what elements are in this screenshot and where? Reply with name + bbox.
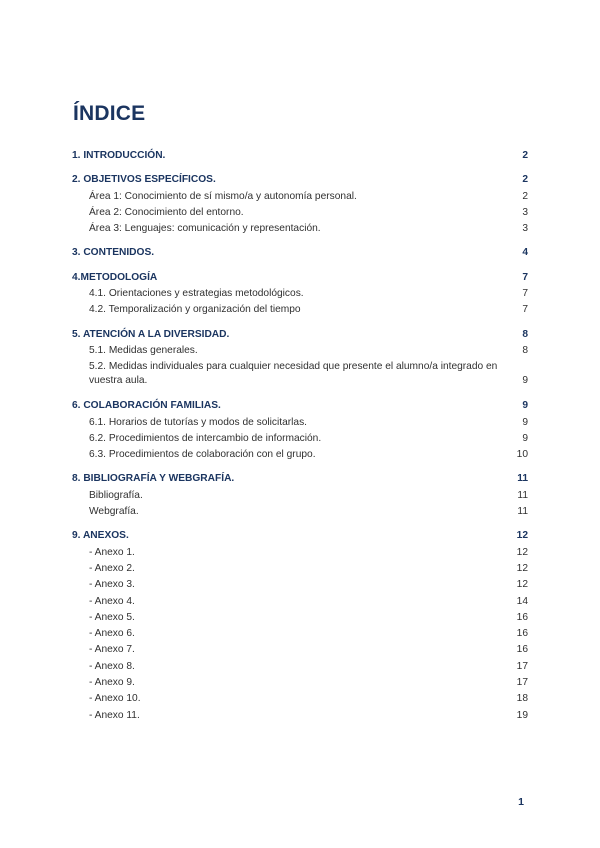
toc-section — [72, 528, 528, 724]
page-number: 1 — [518, 796, 524, 808]
toc-entry[interactable] — [72, 708, 528, 724]
toc-section — [72, 398, 528, 463]
toc-heading-page: 11 — [517, 473, 528, 485]
toc-entry-page: 17 — [516, 660, 528, 672]
toc-heading-label: 8. BIBLIOGRAFÍA Y WEBGRAFÍA. — [72, 473, 235, 485]
toc-entry-page: 16 — [516, 611, 528, 623]
toc-heading[interactable] — [72, 245, 528, 261]
toc-entry-label: - Anexo 3. — [89, 579, 135, 591]
toc-entry-label: 5.1. Medidas generales. — [89, 344, 198, 356]
toc-entry-label: - Anexo 11. — [89, 709, 140, 721]
toc-heading-page: 8 — [522, 328, 528, 340]
toc-entry[interactable] — [72, 343, 528, 359]
toc-section — [72, 270, 528, 319]
toc-entry-page: 18 — [516, 693, 528, 705]
toc-entry[interactable] — [72, 642, 528, 658]
toc-entry-label: Área 2: Conocimiento del entorno. — [89, 206, 244, 218]
toc-section — [72, 172, 528, 237]
toc-entry-page: 9 — [522, 432, 528, 444]
toc-heading[interactable] — [72, 471, 528, 487]
toc-entry-page: 12 — [516, 562, 528, 574]
toc-entry[interactable] — [72, 659, 528, 675]
toc-entry[interactable] — [72, 302, 528, 318]
toc-heading[interactable] — [72, 148, 528, 164]
toc-entry-label: 6.2. Procedimientos de intercambio de información. — [89, 432, 322, 444]
toc-entry-page: 9 — [522, 416, 528, 428]
toc-entry-label: - Anexo 4. — [89, 595, 135, 607]
toc-heading[interactable] — [72, 327, 528, 343]
toc-entry-page: 7 — [522, 288, 528, 300]
toc-heading-label: 4.METODOLOGÍA — [72, 271, 158, 283]
toc-entry-label: - Anexo 2. — [89, 562, 135, 574]
toc-heading-label: 3. CONTENIDOS. — [72, 247, 155, 259]
toc-entry-page: 14 — [516, 595, 528, 607]
toc-entry[interactable] — [72, 610, 528, 626]
toc-entry[interactable] — [72, 286, 528, 302]
toc-entry-page: 11 — [517, 489, 528, 501]
toc-entry-page: 3 — [522, 223, 528, 235]
toc-heading-page: 12 — [516, 530, 528, 542]
toc-section — [72, 327, 528, 391]
toc-entry[interactable] — [72, 205, 528, 221]
toc-heading-label: 2. OBJETIVOS ESPECÍFICOS. — [72, 174, 216, 186]
toc-entry-label: - Anexo 5. — [89, 611, 135, 623]
toc-entry-label: Bibliografía. — [89, 489, 143, 501]
toc-heading[interactable] — [72, 528, 528, 544]
toc-entry-page: 10 — [516, 449, 528, 461]
toc-entry-page: 16 — [516, 644, 528, 656]
toc-entry-page: 16 — [516, 628, 528, 640]
toc-heading[interactable] — [72, 270, 528, 286]
toc-entry[interactable] — [72, 189, 528, 205]
toc-entry-label: 4.2. Temporalización y organización del tiempo — [89, 304, 301, 316]
toc-entry[interactable] — [72, 431, 528, 447]
toc-entry[interactable] — [72, 577, 528, 593]
toc-heading-page: 4 — [522, 247, 528, 259]
toc-entry-label: Área 1: Conocimiento de sí mismo/a y autonomía personal. — [89, 190, 357, 202]
toc-section — [72, 148, 528, 164]
toc-entry-label: 6.3. Procedimientos de colaboración con el grupo. — [89, 449, 316, 461]
toc-entry-label: - Anexo 10. — [89, 693, 141, 705]
toc-heading-page: 2 — [522, 174, 528, 186]
toc-section — [72, 471, 528, 520]
toc-entry-page: 12 — [516, 579, 528, 591]
toc-entry-page: 9 — [522, 375, 528, 387]
toc-section — [72, 245, 528, 261]
toc-heading-page: 7 — [522, 271, 528, 283]
table-of-contents — [72, 148, 528, 732]
toc-entry-page: 19 — [516, 709, 528, 721]
toc-entry-label: - Anexo 8. — [89, 660, 135, 672]
toc-entry[interactable] — [72, 545, 528, 561]
toc-entry-label: - Anexo 1. — [89, 546, 135, 558]
toc-entry[interactable] — [72, 675, 528, 691]
toc-heading-label: 9. ANEXOS. — [72, 530, 129, 542]
toc-entry-label: Área 3: Lenguajes: comunicación y representación. — [89, 223, 321, 235]
toc-entry[interactable] — [72, 415, 528, 431]
toc-heading-page: 2 — [522, 150, 528, 161]
toc-entry[interactable] — [72, 221, 528, 237]
toc-entry-page: 11 — [517, 506, 528, 518]
toc-heading-label: 1. INTRODUCCIÓN. — [72, 150, 166, 161]
toc-entry-page: 2 — [522, 190, 528, 202]
page-title: ÍNDICE — [73, 102, 146, 126]
toc-heading-label: 5. ATENCIÓN A LA DIVERSIDAD. — [72, 328, 230, 340]
toc-heading[interactable] — [72, 172, 528, 188]
toc-entry[interactable] — [72, 359, 528, 390]
toc-entry-label: - Anexo 7. — [89, 644, 135, 656]
toc-entry-page: 7 — [522, 304, 528, 316]
toc-entry[interactable] — [72, 561, 528, 577]
toc-entry-label: - Anexo 6. — [89, 628, 135, 640]
toc-entry-label: 5.2. Medidas individuales para cualquier necesidad que presente el alumno/a integrado en vuestra aula. — [89, 361, 498, 387]
toc-heading[interactable] — [72, 398, 528, 414]
toc-entry[interactable] — [72, 488, 528, 504]
toc-entry-page: 17 — [516, 677, 528, 689]
toc-entry-page: 3 — [522, 206, 528, 218]
toc-heading-page: 9 — [522, 400, 528, 412]
toc-entry-label: - Anexo 9. — [89, 677, 135, 689]
toc-entry-label: 6.1. Horarios de tutorías y modos de solicitarlas. — [89, 416, 307, 428]
toc-entry[interactable] — [72, 594, 528, 610]
toc-heading-label: 6. COLABORACIÓN FAMILIAS. — [72, 400, 221, 412]
toc-entry-page: 12 — [516, 546, 528, 558]
toc-entry[interactable] — [72, 504, 528, 520]
toc-entry[interactable] — [72, 626, 528, 642]
toc-entry-label: Webgrafía. — [89, 506, 139, 518]
toc-entry-label: 4.1. Orientaciones y estrategias metodológicos. — [89, 288, 304, 300]
toc-entry[interactable] — [72, 691, 528, 707]
toc-entry-page: 8 — [522, 344, 528, 356]
toc-entry[interactable] — [72, 447, 528, 463]
